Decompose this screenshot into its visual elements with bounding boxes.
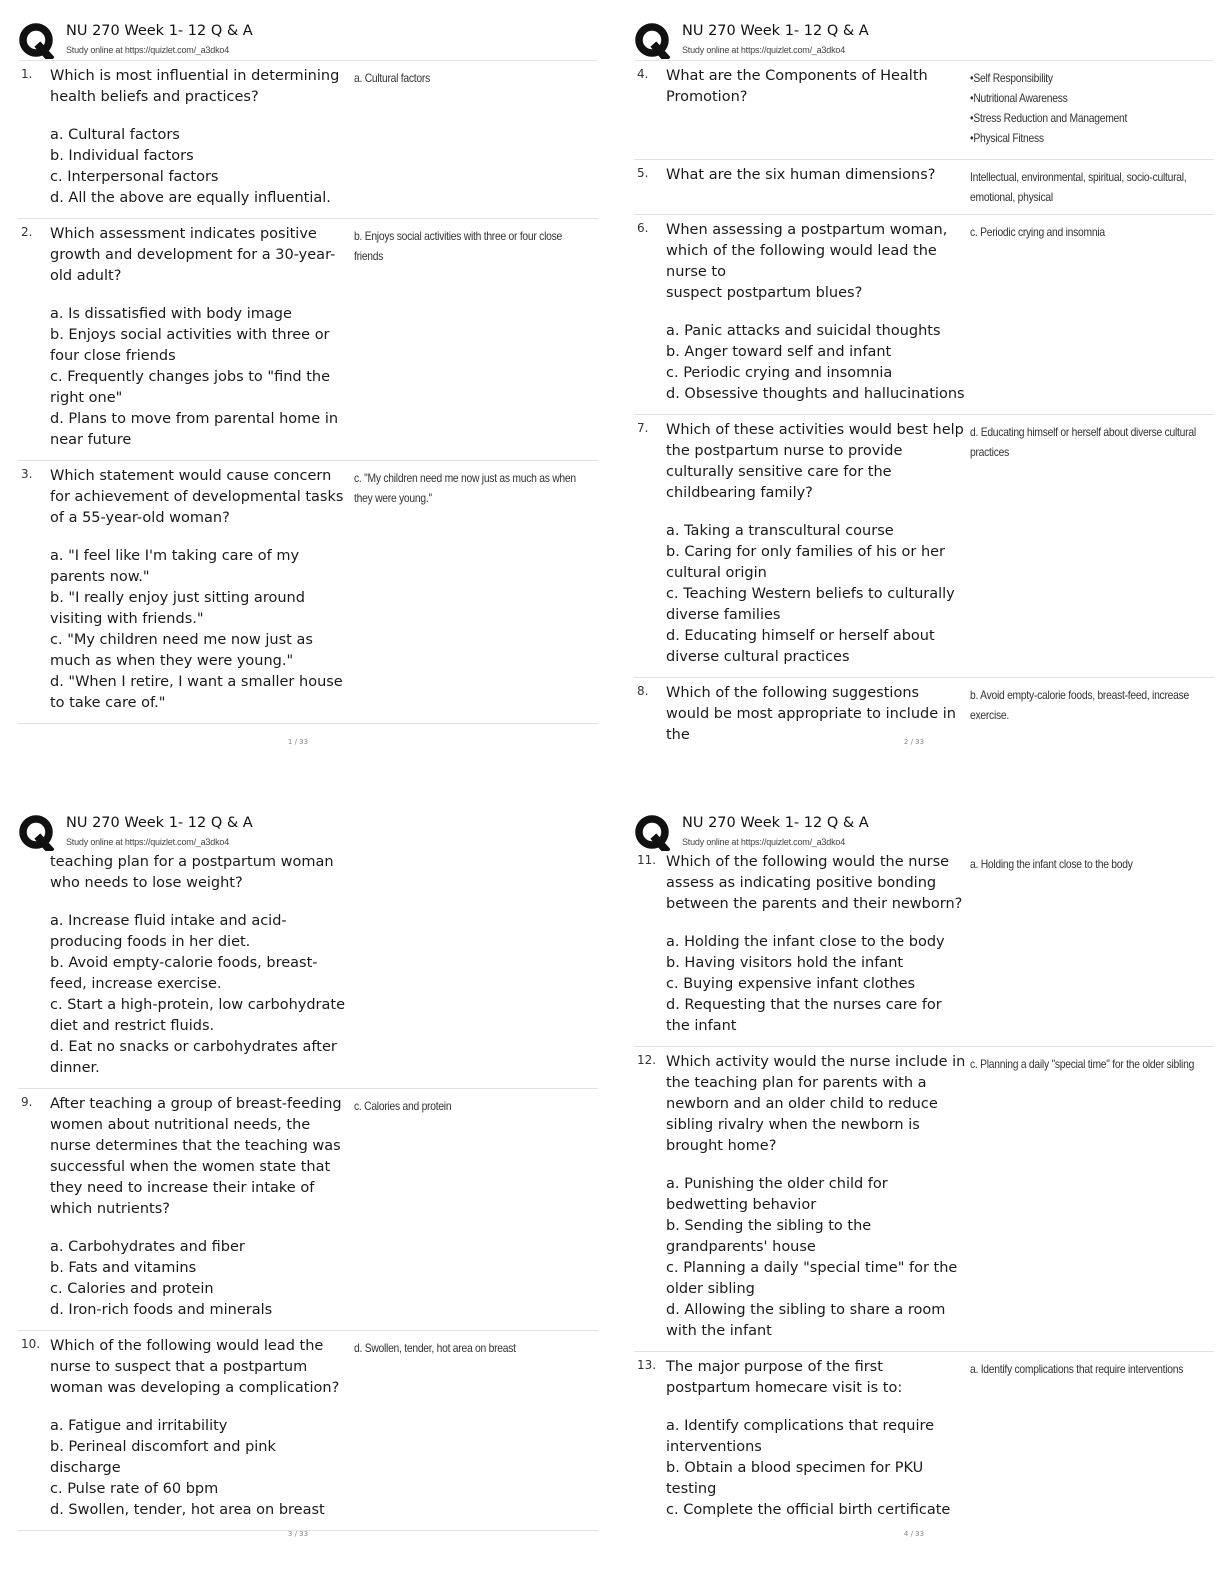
option-d: d. Iron-rich foods and minerals — [50, 1302, 273, 1318]
document-page-2 — [634, 20, 1214, 795]
question-row — [18, 61, 598, 219]
answer-item: •Stress Reduction and Management — [970, 111, 1128, 125]
question-number: 5. — [637, 166, 649, 180]
option-b: b. Obtain a blood specimen for PKU testing — [666, 1460, 924, 1497]
answer-text: b. Avoid empty-calorie foods, breast-feed, increase exercise. — [970, 688, 1189, 722]
option-b: b. Avoid empty-calorie foods, breast-feed, increase exercise. — [50, 955, 318, 992]
study-link[interactable]: Study online at https://quizlet.com/_a3dko4 — [66, 45, 230, 55]
option-a: a. Punishing the older child for bedwetting behavior — [666, 1176, 888, 1213]
option-c: c. "My children need me now just as much as when they were young." — [50, 632, 313, 669]
question-number: 10. — [21, 1337, 41, 1351]
page-number: 1 / 33 — [287, 738, 309, 746]
page-header — [634, 812, 1214, 852]
option-a: a. Increase fluid intake and acid-producing foods in her diet. — [50, 913, 287, 950]
question-stem: Which activity would the nurse include in the teaching plan for parents with a newborn and an older child to reduce sibling rivalry when the newborn is brought home? — [666, 1054, 966, 1154]
page-number: 2 / 33 — [903, 738, 925, 746]
question-number: 7. — [637, 421, 649, 435]
option-d: d. "When I retire, I want a smaller house to take care of." — [50, 674, 343, 711]
question-stem: Which of these activities would best help the postpartum nurse to provide culturally sensitive care for the childbearing family? — [666, 422, 964, 501]
option-b: b. Caring for only families of his or her cultural origin — [666, 544, 946, 581]
question-row — [18, 1089, 598, 1331]
question-number: 6. — [637, 221, 649, 235]
option-a: a. "I feel like I'm taking care of my parents now." — [50, 548, 300, 585]
question-text — [50, 66, 350, 209]
option-a: a. Holding the infant close to the body — [666, 934, 945, 950]
option-b: b. Sending the sibling to the grandparents' house — [666, 1218, 872, 1255]
option-a: a. Panic attacks and suicidal thoughts — [666, 323, 941, 339]
answer-item: •Nutritional Awareness — [970, 91, 1068, 105]
question-number: 1. — [21, 67, 33, 81]
question-text — [666, 1052, 966, 1342]
document-page-1 — [18, 20, 598, 795]
question-text — [50, 852, 350, 1079]
option-a: a. Identify complications that require interventions — [666, 1418, 935, 1455]
question-text — [666, 852, 966, 1037]
study-link[interactable]: Study online at https://quizlet.com/_a3dko4 — [66, 837, 230, 847]
option-d: d. Swollen, tender, hot area on breast — [50, 1502, 325, 1518]
answer-item: •Physical Fitness — [970, 131, 1044, 145]
question-number: 4. — [637, 67, 649, 81]
page-header — [18, 812, 598, 852]
answer-text: c. Calories and protein — [354, 1099, 452, 1113]
answer-text: c. Periodic crying and insomnia — [970, 225, 1105, 239]
question-text — [50, 1336, 350, 1521]
option-c: c. Teaching Western beliefs to culturally diverse families — [666, 586, 955, 623]
option-b: b. Enjoys social activities with three or four close friends — [50, 327, 330, 364]
question-number: 9. — [21, 1095, 33, 1109]
answer-text: c. "My children need me now just as much as when they were young." — [354, 471, 576, 505]
option-b: b. Having visitors hold the infant — [666, 955, 904, 971]
answer-text: a. Cultural factors — [354, 71, 430, 85]
option-c: c. Buying expensive infant clothes — [666, 976, 916, 992]
question-text — [666, 165, 966, 205]
option-a: a. Carbohydrates and fiber — [50, 1239, 245, 1255]
option-d: d. Educating himself or herself about diverse cultural practices — [666, 628, 935, 665]
option-c: c. Periodic crying and insomnia — [666, 365, 893, 381]
page-number: 4 / 33 — [903, 1530, 925, 1538]
question-text — [666, 66, 966, 150]
option-d: d. Plans to move from parental home in near future — [50, 411, 339, 448]
question-row — [634, 160, 1214, 215]
question-stem: After teaching a group of breast-feeding women about nutritional needs, the nurse determines that the teaching was successful when the women state that they need to increase their intake of which nutrients? — [50, 1096, 342, 1217]
page-number: 3 / 33 — [287, 1530, 309, 1538]
quizlet-logo-icon — [634, 815, 670, 851]
question-stem: What are the Components of Health Promotion? — [666, 68, 928, 105]
page-title: NU 270 Week 1- 12 Q & A — [682, 815, 869, 831]
question-number: 2. — [21, 225, 33, 239]
question-stem: Which statement would cause concern for achievement of developmental tasks of a 55-year-old woman? — [50, 468, 344, 526]
option-d: d. Obsessive thoughts and hallucinations — [666, 386, 965, 402]
option-c: c. Calories and protein — [50, 1281, 214, 1297]
option-b: b. Fats and vitamins — [50, 1260, 197, 1276]
answer-list — [970, 68, 1207, 148]
option-a: a. Taking a transcultural course — [666, 523, 894, 539]
option-a: a. Is dissatisfied with body image — [50, 306, 292, 322]
option-c: c. Complete the official birth certificate — [666, 1502, 951, 1518]
answer-text: d. Swollen, tender, hot area on breast — [354, 1341, 516, 1355]
option-b: b. Individual factors — [50, 148, 194, 164]
question-stem: When assessing a postpartum woman, which of the following would lead the nurse to — [666, 222, 948, 280]
option-d: d. Requesting that the nurses care for the infant — [666, 997, 942, 1034]
document-page-4 — [634, 812, 1214, 1587]
option-a: a. Cultural factors — [50, 127, 180, 143]
question-row — [18, 1331, 598, 1531]
question-text — [50, 466, 350, 714]
answer-text: a. Holding the infant close to the body — [970, 857, 1133, 871]
question-text — [666, 683, 966, 746]
option-d: d. All the above are equally influential. — [50, 190, 331, 206]
option-c: c. Start a high-protein, low carbohydrate diet and restrict fluids. — [50, 997, 346, 1034]
question-number: 13. — [637, 1358, 657, 1372]
question-row — [634, 61, 1214, 160]
question-number: 12. — [637, 1053, 657, 1067]
page-title: NU 270 Week 1- 12 Q & A — [66, 815, 253, 831]
question-stem: Which of the following would the nurse assess as indicating positive bonding between the parents and their newborn? — [666, 854, 963, 912]
question-stem: Which of the following would lead the nurse to suspect that a postpartum woman was developing a complication? — [50, 1338, 340, 1396]
study-link[interactable]: Study online at https://quizlet.com/_a3dko4 — [682, 45, 846, 55]
option-b: b. Anger toward self and infant — [666, 344, 892, 360]
question-stem: Which is most influential in determining health beliefs and practices? — [50, 68, 340, 105]
document-page-3 — [18, 812, 598, 1587]
question-number: 11. — [637, 853, 657, 867]
answer-text: d. Educating himself or herself about diverse cultural practices — [970, 425, 1196, 459]
option-c: c. Pulse rate of 60 bpm — [50, 1481, 219, 1497]
study-link[interactable]: Study online at https://quizlet.com/_a3dko4 — [682, 837, 846, 847]
option-b: b. "I really enjoy just sitting around visiting with friends." — [50, 590, 305, 627]
option-c: c. Planning a daily "special time" for the older sibling — [666, 1260, 958, 1297]
question-row — [634, 1047, 1214, 1352]
question-stem-cont: suspect postpartum blues? — [666, 285, 863, 301]
question-stem-cont: teaching plan for a postpartum woman who needs to lose weight? — [50, 854, 334, 891]
option-a: a. Fatigue and irritability — [50, 1418, 228, 1434]
answer-text: c. Planning a daily "special time" for the older sibling — [970, 1057, 1195, 1071]
question-row — [18, 461, 598, 724]
option-d: d. Eat no snacks or carbohydrates after dinner. — [50, 1039, 337, 1076]
question-number: 3. — [21, 467, 33, 481]
question-row — [634, 415, 1214, 678]
quizlet-logo-icon — [18, 815, 54, 851]
answer-text: Intellectual, environmental, spiritual, socio-cultural, emotional, physical — [970, 170, 1187, 204]
page-header — [18, 20, 598, 61]
option-c: c. Interpersonal factors — [50, 169, 219, 185]
question-text — [50, 224, 350, 451]
option-c: c. Frequently changes jobs to "find the right one" — [50, 369, 331, 406]
question-row — [634, 852, 1214, 1047]
question-row — [634, 215, 1214, 415]
page-title: NU 270 Week 1- 12 Q & A — [682, 23, 869, 39]
answer-text: a. Identify complications that require interventions — [970, 1362, 1184, 1376]
question-stem: Which of the following suggestions would be most appropriate to include in the — [666, 685, 956, 743]
quizlet-logo-icon — [634, 23, 670, 59]
question-text — [50, 1094, 350, 1321]
answer-item: •Self Responsibility — [970, 71, 1053, 85]
question-row — [634, 1352, 1214, 1530]
quizlet-logo-icon — [18, 23, 54, 59]
question-stem: The major purpose of the first postpartum homecare visit is to: — [666, 1359, 903, 1396]
question-stem: Which assessment indicates positive growth and development for a 30-year-old adult? — [50, 226, 336, 284]
option-d: d. Allowing the sibling to share a room with the infant — [666, 1302, 946, 1339]
question-stem: What are the six human dimensions? — [666, 167, 936, 183]
page-title: NU 270 Week 1- 12 Q & A — [66, 23, 253, 39]
page-header — [634, 20, 1214, 61]
question-text — [666, 1357, 966, 1521]
question-text — [666, 220, 966, 405]
answer-text: b. Enjoys social activities with three or four close friends — [354, 229, 562, 263]
option-b: b. Perineal discomfort and pink discharge — [50, 1439, 276, 1476]
question-text — [666, 420, 966, 668]
question-row — [18, 219, 598, 461]
question-number: 8. — [637, 684, 649, 698]
question-row-continued — [18, 852, 598, 1089]
